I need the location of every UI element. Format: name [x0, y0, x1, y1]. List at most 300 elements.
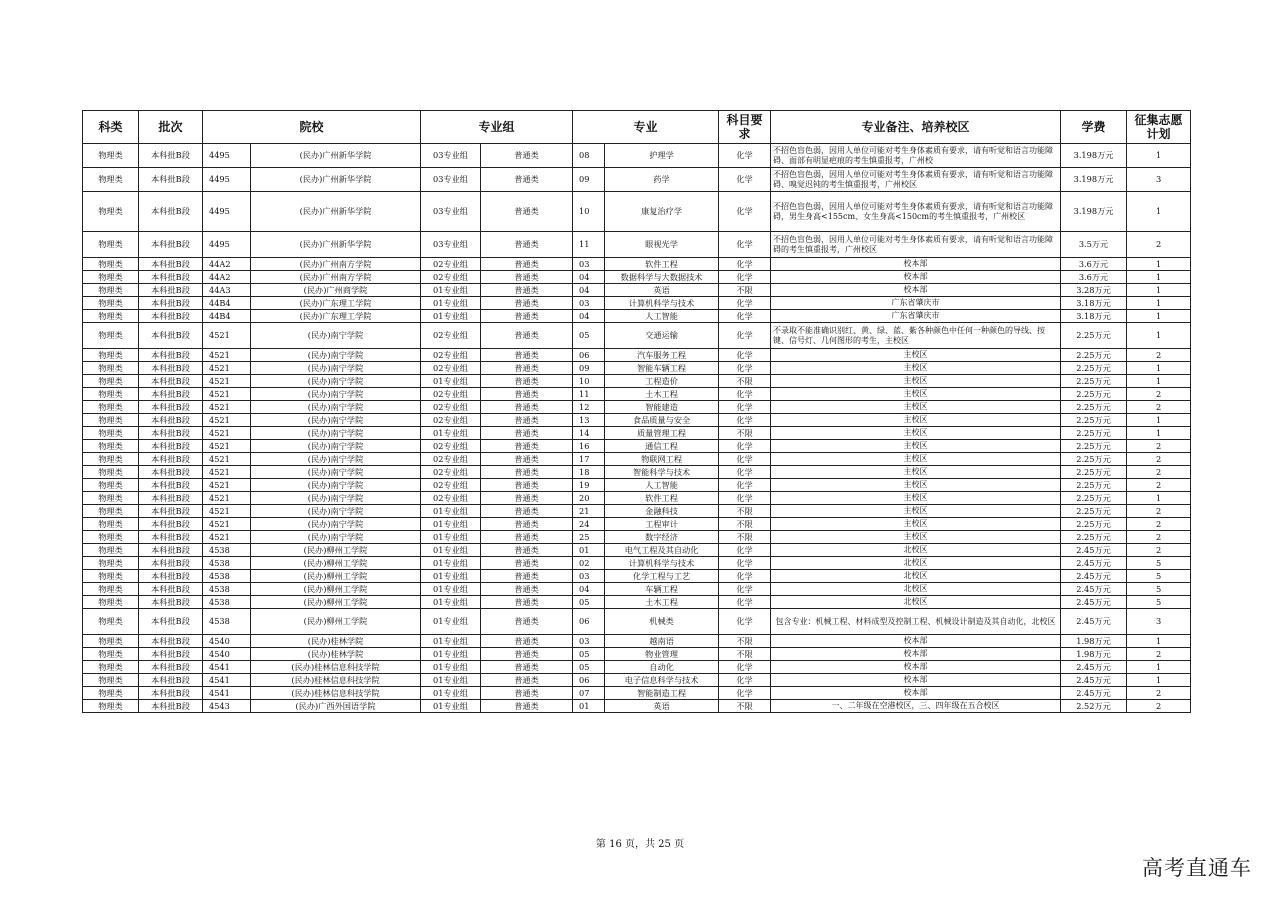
cell-major-group: 01专业组 — [421, 570, 481, 583]
cell-tuition: 2.25万元 — [1061, 375, 1127, 388]
cell-major-code: 18 — [573, 466, 605, 479]
cell-remarks: 主校区 — [771, 375, 1061, 388]
cell-plan: 2 — [1127, 453, 1191, 466]
table-row — [83, 492, 1191, 505]
cell-tuition: 2.45万元 — [1061, 674, 1127, 687]
cell-school: (民办)南宁学院 — [251, 388, 421, 401]
table-row — [83, 192, 1191, 232]
cell-batch: 本科批B段 — [139, 505, 203, 518]
cell-major-code: 14 — [573, 427, 605, 440]
cell-major-group: 02专业组 — [421, 453, 481, 466]
table-body — [83, 144, 1191, 713]
cell-group-type: 普通类 — [481, 466, 573, 479]
cell-school-code: 4543 — [203, 700, 251, 713]
cell-plan: 5 — [1127, 596, 1191, 609]
cell-subject-requirement: 化学 — [719, 544, 771, 557]
cell-batch: 本科批B段 — [139, 414, 203, 427]
cell-category: 物理类 — [83, 144, 139, 168]
cell-major: 软件工程 — [605, 258, 719, 271]
cell-tuition: 2.25万元 — [1061, 427, 1127, 440]
cell-subject-requirement: 化学 — [719, 557, 771, 570]
header-school: 院校 — [203, 111, 421, 144]
cell-major: 土木工程 — [605, 388, 719, 401]
cell-remarks: 主校区 — [771, 466, 1061, 479]
cell-major-code: 07 — [573, 687, 605, 700]
cell-batch: 本科批B段 — [139, 700, 203, 713]
cell-school: (民办)南宁学院 — [251, 453, 421, 466]
cell-tuition: 2.25万元 — [1061, 453, 1127, 466]
table-row — [83, 284, 1191, 297]
cell-subject-requirement: 化学 — [719, 271, 771, 284]
cell-remarks: 校本部 — [771, 284, 1061, 297]
table-row — [83, 297, 1191, 310]
cell-remarks: 主校区 — [771, 414, 1061, 427]
cell-remarks: 不招色盲色弱，因用人单位可能对考生身体素质有要求，请有听觉和语言功能障碍、嗅觉迟钝的考生慎重报考，广州校区 — [771, 168, 1061, 192]
cell-major: 物业管理 — [605, 648, 719, 661]
cell-subject-requirement: 化学 — [719, 168, 771, 192]
cell-plan: 2 — [1127, 700, 1191, 713]
cell-plan: 2 — [1127, 648, 1191, 661]
cell-major: 智能车辆工程 — [605, 362, 719, 375]
cell-tuition: 2.45万元 — [1061, 570, 1127, 583]
cell-remarks: 校本部 — [771, 661, 1061, 674]
cell-school: (民办)桂林学院 — [251, 648, 421, 661]
cell-school: (民办)南宁学院 — [251, 531, 421, 544]
cell-group-type: 普通类 — [481, 544, 573, 557]
cell-subject-requirement: 化学 — [719, 596, 771, 609]
table-row — [83, 388, 1191, 401]
cell-school: (民办)南宁学院 — [251, 492, 421, 505]
cell-group-type: 普通类 — [481, 583, 573, 596]
cell-category: 物理类 — [83, 583, 139, 596]
cell-tuition: 3.28万元 — [1061, 284, 1127, 297]
cell-tuition: 2.45万元 — [1061, 557, 1127, 570]
cell-category: 物理类 — [83, 284, 139, 297]
cell-subject-requirement: 不限 — [719, 505, 771, 518]
cell-plan: 2 — [1127, 479, 1191, 492]
cell-school: (民办)南宁学院 — [251, 349, 421, 362]
cell-school: (民办)南宁学院 — [251, 427, 421, 440]
cell-tuition: 3.18万元 — [1061, 310, 1127, 323]
cell-major-code: 19 — [573, 479, 605, 492]
cell-remarks: 主校区 — [771, 531, 1061, 544]
cell-subject-requirement: 化学 — [719, 453, 771, 466]
cell-subject-requirement: 不限 — [719, 531, 771, 544]
cell-major: 工程审计 — [605, 518, 719, 531]
header-subject-requirement: 科目要求 — [719, 111, 771, 144]
cell-plan: 2 — [1127, 531, 1191, 544]
cell-group-type: 普通类 — [481, 271, 573, 284]
cell-subject-requirement: 化学 — [719, 349, 771, 362]
cell-school-code: 4538 — [203, 570, 251, 583]
cell-major-code: 01 — [573, 544, 605, 557]
cell-batch: 本科批B段 — [139, 544, 203, 557]
cell-school-code: 4521 — [203, 518, 251, 531]
cell-remarks: 不招色盲色弱，因用人单位可能对考生身体素质有要求，请有听觉和语言功能障碍、面部有明显疤痕的考生慎重报考，广州校 — [771, 144, 1061, 168]
table-row — [83, 687, 1191, 700]
cell-plan: 1 — [1127, 258, 1191, 271]
cell-group-type: 普通类 — [481, 168, 573, 192]
cell-category: 物理类 — [83, 168, 139, 192]
cell-major-group: 01专业组 — [421, 557, 481, 570]
cell-major-group: 01专业组 — [421, 544, 481, 557]
cell-school: (民办)广东理工学院 — [251, 310, 421, 323]
cell-major: 越南语 — [605, 635, 719, 648]
cell-tuition: 2.25万元 — [1061, 388, 1127, 401]
cell-group-type: 普通类 — [481, 570, 573, 583]
cell-major-group: 01专业组 — [421, 297, 481, 310]
cell-group-type: 普通类 — [481, 505, 573, 518]
cell-school-code: 4541 — [203, 661, 251, 674]
table-row — [83, 596, 1191, 609]
cell-group-type: 普通类 — [481, 362, 573, 375]
cell-major-code: 05 — [573, 596, 605, 609]
table-row — [83, 232, 1191, 258]
cell-major: 计算机科学与技术 — [605, 297, 719, 310]
cell-plan: 1 — [1127, 661, 1191, 674]
cell-category: 物理类 — [83, 596, 139, 609]
cell-plan: 2 — [1127, 388, 1191, 401]
cell-remarks: 校本部 — [771, 258, 1061, 271]
cell-major: 食品质量与安全 — [605, 414, 719, 427]
cell-plan: 2 — [1127, 440, 1191, 453]
cell-plan: 1 — [1127, 674, 1191, 687]
cell-category: 物理类 — [83, 297, 139, 310]
cell-subject-requirement: 化学 — [719, 192, 771, 232]
cell-school-code: 4521 — [203, 414, 251, 427]
cell-subject-requirement: 不限 — [719, 284, 771, 297]
cell-major-code: 03 — [573, 258, 605, 271]
cell-batch: 本科批B段 — [139, 635, 203, 648]
cell-major-group: 02专业组 — [421, 466, 481, 479]
cell-remarks: 不招色盲色弱，因用人单位可能对考生身体素质有要求，请有听觉和语言功能障碍，男生身高<155cm、女生身高<150cm的考生慎重报考，广州校区 — [771, 192, 1061, 232]
cell-major: 英语 — [605, 700, 719, 713]
cell-major: 自动化 — [605, 661, 719, 674]
cell-subject-requirement: 化学 — [719, 661, 771, 674]
cell-school: (民办)南宁学院 — [251, 362, 421, 375]
cell-category: 物理类 — [83, 414, 139, 427]
cell-batch: 本科批B段 — [139, 427, 203, 440]
cell-tuition: 2.25万元 — [1061, 349, 1127, 362]
cell-batch: 本科批B段 — [139, 531, 203, 544]
cell-major-code: 03 — [573, 297, 605, 310]
cell-major-group: 01专业组 — [421, 674, 481, 687]
cell-remarks: 北校区 — [771, 583, 1061, 596]
cell-tuition: 3.18万元 — [1061, 297, 1127, 310]
cell-plan: 5 — [1127, 583, 1191, 596]
cell-batch: 本科批B段 — [139, 271, 203, 284]
cell-subject-requirement: 化学 — [719, 388, 771, 401]
cell-school-code: 4521 — [203, 362, 251, 375]
cell-plan: 1 — [1127, 310, 1191, 323]
cell-major-code: 02 — [573, 557, 605, 570]
cell-remarks: 主校区 — [771, 401, 1061, 414]
table-row — [83, 271, 1191, 284]
cell-group-type: 普通类 — [481, 479, 573, 492]
table-row — [83, 518, 1191, 531]
cell-plan: 1 — [1127, 271, 1191, 284]
cell-major-group: 01专业组 — [421, 700, 481, 713]
cell-group-type: 普通类 — [481, 661, 573, 674]
cell-school-code: 4521 — [203, 466, 251, 479]
cell-category: 物理类 — [83, 192, 139, 232]
cell-group-type: 普通类 — [481, 401, 573, 414]
cell-remarks: 校本部 — [771, 271, 1061, 284]
table-row — [83, 453, 1191, 466]
cell-major-code: 04 — [573, 284, 605, 297]
cell-major-group: 01专业组 — [421, 648, 481, 661]
cell-category: 物理类 — [83, 453, 139, 466]
cell-major: 机械类 — [605, 609, 719, 635]
cell-major-group: 01专业组 — [421, 427, 481, 440]
cell-group-type: 普通类 — [481, 310, 573, 323]
cell-tuition: 2.25万元 — [1061, 414, 1127, 427]
cell-subject-requirement: 化学 — [719, 414, 771, 427]
cell-school-code: 4521 — [203, 401, 251, 414]
cell-major: 数字经济 — [605, 531, 719, 544]
cell-major-code: 09 — [573, 168, 605, 192]
cell-major: 质量管理工程 — [605, 427, 719, 440]
cell-remarks: 校本部 — [771, 687, 1061, 700]
cell-major-code: 10 — [573, 375, 605, 388]
cell-plan: 1 — [1127, 427, 1191, 440]
cell-subject-requirement: 化学 — [719, 323, 771, 349]
cell-group-type: 普通类 — [481, 375, 573, 388]
cell-subject-requirement: 不限 — [719, 518, 771, 531]
cell-major-group: 02专业组 — [421, 388, 481, 401]
table-row — [83, 674, 1191, 687]
cell-remarks: 校本部 — [771, 648, 1061, 661]
table-row — [83, 544, 1191, 557]
cell-category: 物理类 — [83, 609, 139, 635]
cell-subject-requirement: 不限 — [719, 635, 771, 648]
cell-remarks: 主校区 — [771, 505, 1061, 518]
cell-group-type: 普通类 — [481, 258, 573, 271]
cell-plan: 1 — [1127, 192, 1191, 232]
cell-category: 物理类 — [83, 492, 139, 505]
cell-category: 物理类 — [83, 518, 139, 531]
cell-plan: 3 — [1127, 609, 1191, 635]
cell-tuition: 1.98万元 — [1061, 648, 1127, 661]
cell-tuition: 2.25万元 — [1061, 505, 1127, 518]
cell-major-code: 04 — [573, 271, 605, 284]
cell-major-group: 01专业组 — [421, 687, 481, 700]
cell-group-type: 普通类 — [481, 492, 573, 505]
table-row — [83, 700, 1191, 713]
cell-category: 物理类 — [83, 258, 139, 271]
cell-major-code: 03 — [573, 570, 605, 583]
table-row — [83, 349, 1191, 362]
cell-subject-requirement: 不限 — [719, 648, 771, 661]
cell-subject-requirement: 化学 — [719, 440, 771, 453]
cell-group-type: 普通类 — [481, 635, 573, 648]
cell-group-type: 普通类 — [481, 388, 573, 401]
cell-remarks: 主校区 — [771, 362, 1061, 375]
cell-group-type: 普通类 — [481, 144, 573, 168]
cell-group-type: 普通类 — [481, 609, 573, 635]
cell-remarks: 包含专业：机械工程、材料成型及控制工程、机械设计制造及其自动化，北校区 — [771, 609, 1061, 635]
cell-major-code: 11 — [573, 232, 605, 258]
cell-major-code: 09 — [573, 362, 605, 375]
cell-major-code: 05 — [573, 323, 605, 349]
cell-school-code: 4538 — [203, 583, 251, 596]
cell-group-type: 普通类 — [481, 453, 573, 466]
admissions-table — [82, 110, 1191, 713]
cell-major: 化学工程与工艺 — [605, 570, 719, 583]
cell-school-code: 4540 — [203, 648, 251, 661]
cell-batch: 本科批B段 — [139, 596, 203, 609]
cell-remarks: 广东省肇庆市 — [771, 297, 1061, 310]
cell-school-code: 4521 — [203, 427, 251, 440]
cell-major: 数据科学与大数据技术 — [605, 271, 719, 284]
cell-major: 眼视光学 — [605, 232, 719, 258]
cell-major-group: 02专业组 — [421, 271, 481, 284]
cell-remarks: 北校区 — [771, 570, 1061, 583]
cell-subject-requirement: 化学 — [719, 466, 771, 479]
cell-category: 物理类 — [83, 349, 139, 362]
cell-remarks: 广东省肇庆市 — [771, 310, 1061, 323]
cell-category: 物理类 — [83, 362, 139, 375]
cell-tuition: 3.6万元 — [1061, 258, 1127, 271]
cell-category: 物理类 — [83, 570, 139, 583]
cell-major-code: 16 — [573, 440, 605, 453]
header-plan: 征集志愿计划 — [1127, 111, 1191, 144]
cell-group-type: 普通类 — [481, 518, 573, 531]
cell-major: 护理学 — [605, 144, 719, 168]
cell-subject-requirement: 化学 — [719, 492, 771, 505]
cell-remarks: 校本部 — [771, 635, 1061, 648]
table-row — [83, 635, 1191, 648]
header-remarks: 专业备注、培养校区 — [771, 111, 1061, 144]
cell-group-type: 普通类 — [481, 297, 573, 310]
cell-plan: 3 — [1127, 168, 1191, 192]
table-row — [83, 583, 1191, 596]
cell-major: 智能制造工程 — [605, 687, 719, 700]
cell-school: (民办)桂林信息科技学院 — [251, 661, 421, 674]
cell-plan: 2 — [1127, 232, 1191, 258]
cell-major-code: 21 — [573, 505, 605, 518]
cell-subject-requirement: 不限 — [719, 700, 771, 713]
cell-subject-requirement: 化学 — [719, 144, 771, 168]
cell-subject-requirement: 化学 — [719, 310, 771, 323]
cell-plan: 5 — [1127, 557, 1191, 570]
cell-group-type: 普通类 — [481, 349, 573, 362]
cell-major: 药学 — [605, 168, 719, 192]
cell-plan: 2 — [1127, 466, 1191, 479]
table-row — [83, 505, 1191, 518]
cell-tuition: 3.198万元 — [1061, 192, 1127, 232]
cell-batch: 本科批B段 — [139, 284, 203, 297]
cell-major-group: 03专业组 — [421, 144, 481, 168]
cell-tuition: 2.45万元 — [1061, 583, 1127, 596]
cell-batch: 本科批B段 — [139, 583, 203, 596]
cell-major: 康复治疗学 — [605, 192, 719, 232]
cell-school-code: 4540 — [203, 635, 251, 648]
cell-subject-requirement: 化学 — [719, 297, 771, 310]
cell-major-code: 08 — [573, 144, 605, 168]
cell-school: (民办)柳州工学院 — [251, 557, 421, 570]
cell-batch: 本科批B段 — [139, 297, 203, 310]
cell-tuition: 2.25万元 — [1061, 479, 1127, 492]
cell-school: (民办)南宁学院 — [251, 414, 421, 427]
cell-subject-requirement: 化学 — [719, 674, 771, 687]
cell-school-code: 4538 — [203, 544, 251, 557]
cell-school: (民办)广州南方学院 — [251, 258, 421, 271]
cell-major-group: 03专业组 — [421, 192, 481, 232]
cell-school-code: 44A2 — [203, 271, 251, 284]
table-row — [83, 401, 1191, 414]
cell-batch: 本科批B段 — [139, 609, 203, 635]
cell-tuition: 2.45万元 — [1061, 609, 1127, 635]
cell-school-code: 4495 — [203, 144, 251, 168]
cell-subject-requirement: 化学 — [719, 609, 771, 635]
cell-school-code: 4521 — [203, 479, 251, 492]
cell-major-group: 01专业组 — [421, 531, 481, 544]
cell-tuition: 2.25万元 — [1061, 401, 1127, 414]
cell-major-code: 04 — [573, 310, 605, 323]
cell-category: 物理类 — [83, 648, 139, 661]
cell-subject-requirement: 化学 — [719, 570, 771, 583]
cell-subject-requirement: 化学 — [719, 479, 771, 492]
cell-school: (民办)南宁学院 — [251, 440, 421, 453]
cell-major-group: 01专业组 — [421, 596, 481, 609]
cell-tuition: 2.25万元 — [1061, 323, 1127, 349]
cell-tuition: 2.25万元 — [1061, 466, 1127, 479]
cell-school-code: 4538 — [203, 557, 251, 570]
cell-batch: 本科批B段 — [139, 362, 203, 375]
cell-school: (民办)桂林信息科技学院 — [251, 687, 421, 700]
table-row — [83, 661, 1191, 674]
cell-plan: 1 — [1127, 635, 1191, 648]
cell-plan: 1 — [1127, 144, 1191, 168]
header-major-group: 专业组 — [421, 111, 573, 144]
cell-subject-requirement: 不限 — [719, 375, 771, 388]
cell-category: 物理类 — [83, 531, 139, 544]
cell-tuition: 2.25万元 — [1061, 362, 1127, 375]
cell-batch: 本科批B段 — [139, 232, 203, 258]
cell-remarks: 主校区 — [771, 453, 1061, 466]
header-major: 专业 — [573, 111, 719, 144]
cell-major-group: 01专业组 — [421, 505, 481, 518]
cell-major-group: 02专业组 — [421, 349, 481, 362]
cell-major-code: 06 — [573, 609, 605, 635]
table-row — [83, 323, 1191, 349]
cell-major-group: 02专业组 — [421, 440, 481, 453]
cell-school-code: 4495 — [203, 168, 251, 192]
cell-remarks: 主校区 — [771, 427, 1061, 440]
cell-group-type: 普通类 — [481, 648, 573, 661]
cell-school: (民办)广西外国语学院 — [251, 700, 421, 713]
table-row — [83, 168, 1191, 192]
cell-category: 物理类 — [83, 544, 139, 557]
cell-group-type: 普通类 — [481, 440, 573, 453]
cell-category: 物理类 — [83, 401, 139, 414]
cell-batch: 本科批B段 — [139, 453, 203, 466]
table-row — [83, 609, 1191, 635]
cell-major: 智能科学与技术 — [605, 466, 719, 479]
cell-remarks: 主校区 — [771, 388, 1061, 401]
cell-subject-requirement: 化学 — [719, 583, 771, 596]
cell-school-code: 4521 — [203, 375, 251, 388]
cell-batch: 本科批B段 — [139, 323, 203, 349]
cell-school-code: 44A2 — [203, 258, 251, 271]
cell-group-type: 普通类 — [481, 232, 573, 258]
table-row — [83, 479, 1191, 492]
cell-tuition: 2.25万元 — [1061, 531, 1127, 544]
cell-school: (民办)柳州工学院 — [251, 570, 421, 583]
cell-school: (民办)柳州工学院 — [251, 596, 421, 609]
cell-batch: 本科批B段 — [139, 570, 203, 583]
